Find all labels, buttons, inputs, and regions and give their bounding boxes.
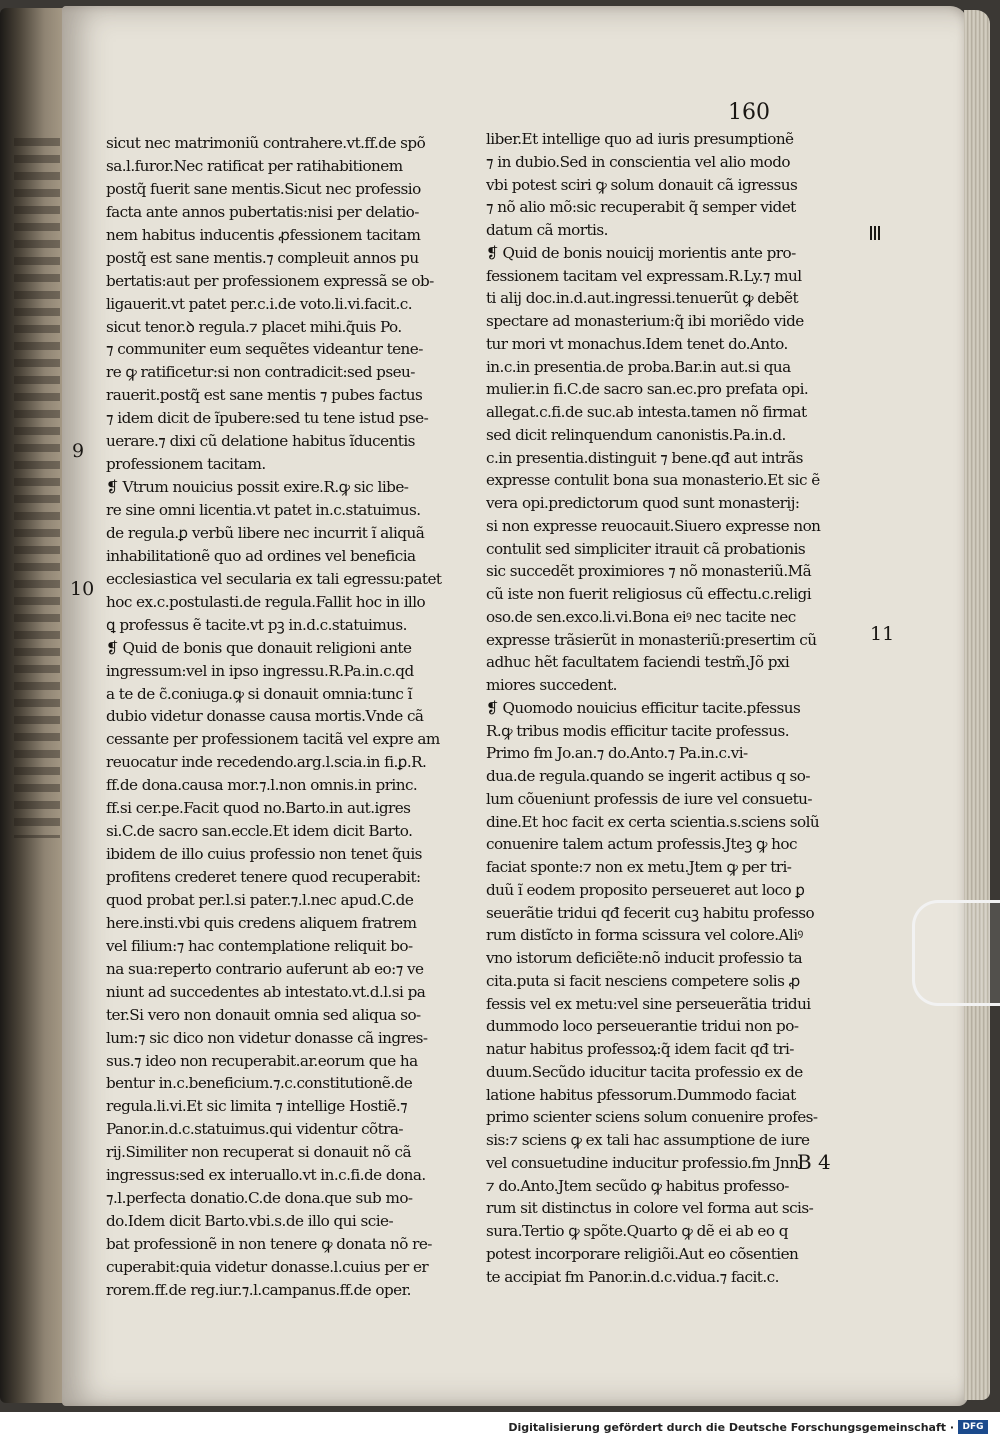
left-text-column xyxy=(106,132,486,1302)
left-column-line: na sua:reperto contrario auferunt ab eo:⁊ ve xyxy=(106,959,424,978)
right-column-line: oso.de sen.exco.li.vi.Bona eiꝰ nec tacite nec xyxy=(486,607,796,626)
right-column-line: miores succedent. xyxy=(486,676,617,694)
left-column-line: do.Idem dicit Barto.vbi.s.de illo qui scie- xyxy=(106,1212,394,1231)
left-column-line: de regula.ꝑ verbũ libere nec incurrit ĩ aliquã xyxy=(106,523,425,542)
left-column-line: rij.Similiter non recuperat si donauit nõ cã xyxy=(106,1143,411,1162)
margin-number-9: 9 xyxy=(72,440,85,462)
right-text-column xyxy=(486,128,864,1288)
folio-number: 160 xyxy=(728,100,770,125)
left-column-line: ingressus:sed ex interuallo.vt in.c.fi.de dona. xyxy=(106,1166,426,1185)
right-column-line: contulit sed simpliciter itrauit cã probationis xyxy=(486,539,806,558)
left-column-line: a te de c̃.coniuga.ꝙ si donauit omnia:tunc ĩ xyxy=(106,684,412,703)
right-column-line: te accipiat fm Panor.in.d.c.vidua.⁊ facit.c. xyxy=(486,1267,779,1286)
left-column-line: facta ante annos pubertatis:nisi per delatio- xyxy=(106,202,419,221)
left-column-line: bat professionẽ in non tenere ꝙ donata nõ re- xyxy=(106,1235,432,1253)
right-column-line: vno istorum deficiẽte:nõ inducit professio ta xyxy=(486,949,802,967)
right-column-line: vel consuetudine inducitur professio.fm Jnn. xyxy=(486,1153,803,1172)
right-column-line: latione habitus pfessorum.Dummodo faciat xyxy=(486,1085,796,1104)
margin-number-11: 11 xyxy=(870,623,895,645)
left-column-line: ibidem de illo cuius professio non tenet q̃uis xyxy=(106,845,422,864)
left-column-line: ligauerit.vt patet per.c.i.de voto.li.vi.facit.c. xyxy=(106,294,412,313)
right-column-line: expresse contulit bona sua monasterio.Et sic ẽ xyxy=(486,471,820,490)
right-column-line: sed dicit relinquendum canonistis.Pa.in.d. xyxy=(486,425,786,444)
left-column-line: postq̃ fuerit sane mentis.Sicut nec professio xyxy=(106,179,421,198)
right-column-line: cita.puta si facit nesciens competere solis ꝓ xyxy=(486,971,800,990)
left-column-line: ff.si cer.pe.Facit quod no.Barto.in aut.igres xyxy=(106,799,411,818)
right-column-line: sura.Tertio ꝙ spõte.Quarto ꝙ dẽ ei ab eo q xyxy=(486,1222,788,1240)
left-column-line: nem habitus inducentis ꝓfessionem tacitam xyxy=(106,225,421,244)
left-column-line: hoc ex.c.postulasti.de regula.Fallit hoc in illo xyxy=(106,592,426,611)
right-column-line: seuerãtie tridui qđ fecerit cuꝫ habitu professo xyxy=(486,903,815,922)
left-column-line: re sine omni licentia.vt patet in.c.statuimus. xyxy=(106,501,421,519)
right-column-line: ⁊ do.Anto.Jtem secũdo ꝙ habitus professo- xyxy=(486,1176,789,1195)
left-column-line: rauerit.postq̃ est sane mentis ⁊ pubes factus xyxy=(106,386,423,405)
right-column-line: in.c.in presentia.de proba.Bar.in aut.si qua xyxy=(486,357,791,376)
right-column-line: sic succedẽt proximiores ⁊ nõ monasteriũ.Mã xyxy=(486,562,812,581)
right-column-line: liber.Et intellige quo ad iuris presumptionẽ xyxy=(486,130,794,148)
left-column-line: Panor.in.d.c.statuimus.qui videntur cõtra- xyxy=(106,1120,403,1139)
right-column-line: allegat.c.fi.de suc.ab intesta.tamen nõ firmat xyxy=(486,403,807,421)
right-column-line: vbi potest sciri ꝙ solum donauit cã igressus xyxy=(486,175,798,194)
right-column-line: c.in presentia.distinguit ⁊ bene.qđ aut intrãs xyxy=(486,448,803,467)
left-column-line: regula.li.vi.Et sic limita ⁊ intellige Hostiẽ.⁊ xyxy=(106,1097,408,1116)
right-column-line: dummodo loco perseuerantie tridui non po- xyxy=(486,1017,799,1036)
right-column-line: cũ iste non fuerit religiosus cũ effectu.c.religi xyxy=(486,585,812,603)
left-column-line: ingressum:vel in ipso ingressu.R.Pa.in.c.qd xyxy=(106,661,414,680)
left-column-line: quod probat per.l.si pater.⁊.l.nec apud.C.de xyxy=(106,890,414,909)
left-column-line: here.insti.vbi quis credens aliquem fratrem xyxy=(106,913,417,932)
left-column-line: ff.de dona.causa mor.⁊.l.non omnis.in princ. xyxy=(106,776,418,795)
right-column-line: faciat sponte:⁊ non ex metu.Jtem ꝙ per tri- xyxy=(486,858,792,876)
left-column-line: rorem.ff.de reg.iur.⁊.l.campanus.ff.de oper. xyxy=(106,1280,411,1299)
left-column-line: sicut tenor.ꝺ regula.⁊ placet mihi.q̃uis Po. xyxy=(106,317,402,336)
left-column-line: ⁊ idem dicit de ĩpubere:sed tu tene istud pse- xyxy=(106,409,429,428)
right-column-line: duũ ĩ eodem proposito perseueret aut loco ꝑ xyxy=(486,880,805,899)
left-column-line: cessante per professionem tacitã vel expre am xyxy=(106,730,440,749)
right-column-line: ⁊ in dubio.Sed in conscientia vel alio modo xyxy=(486,152,790,171)
right-column-line: primo scienter sciens solum conuenire profes- xyxy=(486,1108,818,1127)
right-column-line: potest incorporare religiõi.Aut eo cõsentien xyxy=(486,1244,799,1263)
left-column-line: lum:⁊ sic dico non videtur donasse cã ingres- xyxy=(106,1028,428,1047)
right-column-line: Primo fm Jo.an.⁊ do.Anto.⁊ Pa.in.c.vi- xyxy=(486,744,748,763)
right-column-line: mulier.in fi.C.de sacro san.ec.pro prefata opi. xyxy=(486,380,809,399)
left-column-line: sicut nec matrimoniũ contrahere.vt.ff.de spõ xyxy=(106,134,426,152)
page-clip xyxy=(912,900,1000,1006)
right-column-line: conuenire talem actum professis.Jteꝫ ꝙ hoc xyxy=(486,835,797,854)
margin-number-10: 10 xyxy=(70,578,95,600)
right-column-line: sis:⁊ sciens ꝙ ex tali hac assumptione de iure xyxy=(486,1131,810,1149)
left-column-line: re ꝙ ratificetur:si non contradicit:sed pseu- xyxy=(106,363,415,382)
left-column-line: vel filium:⁊ hac contemplatione reliquit bo- xyxy=(106,936,413,955)
facing-page-left xyxy=(0,8,64,1403)
left-column-line: sus.⁊ ideo non recuperabit.ar.eorum que ha xyxy=(106,1051,418,1070)
right-column-line: vera opi.predictorum quod sunt monasterij: xyxy=(486,494,800,512)
right-column-line: dua.de regula.quando se ingerit actibus q so- xyxy=(486,767,810,785)
left-column-line: cuperabit:quia videtur donasse.l.cuius per er xyxy=(106,1257,429,1276)
left-column-line: ꝗ professus ẽ tacite.vt pꝫ in.d.c.statuimus. xyxy=(106,615,407,634)
dfg-credit-text: Digitalisierung gefördert durch die Deutsche Forschungsgemeinschaft · xyxy=(508,1421,954,1434)
right-column-line: ❡ Quomodo nouicius efficitur tacite.pfessus xyxy=(486,698,801,717)
dfg-logo: DFG xyxy=(958,1420,988,1434)
left-column-line: ecclesiastica vel secularia ex tali egressu:patet xyxy=(106,569,442,588)
right-column-line: rum sit distinctus in colore vel forma aut scis- xyxy=(486,1199,814,1218)
left-column-line: ⁊ communiter eum sequẽtes videantur tene- xyxy=(106,340,423,359)
page-edges xyxy=(964,10,990,1400)
right-column-line: natur habitus professoꝝ:q̃ idem facit qđ tri- xyxy=(486,1040,794,1058)
left-column-line: postq̃ est sane mentis.⁊ compleuit annos pu xyxy=(106,248,419,267)
left-column-line: ❡ Quid de bonis que donauit religioni ante xyxy=(106,638,412,657)
right-column-line: tur mori vt monachus.Idem tenet do.Anto. xyxy=(486,334,788,353)
left-column-line: si.C.de sacro san.eccle.Et idem dicit Barto. xyxy=(106,822,413,841)
right-column-line: expresse trãsierũt in monasteriũ:presertim cũ xyxy=(486,630,817,649)
left-column-line: professionem tacitam. xyxy=(106,455,266,474)
right-column-line: si non expresse reuocauit.Siuero expresse non xyxy=(486,516,821,535)
left-column-line: niunt ad succedentes ab intestato.vt.d.l.si pa xyxy=(106,982,426,1001)
left-column-line: ter.Si vero non donauit omnia sed aliqua so- xyxy=(106,1005,421,1024)
right-column-line: ⁊ nõ alio mõ:sic recuperabit q̃ semper videt xyxy=(486,198,796,217)
right-column-line: lum cõueniunt professis de iure vel consuetu- xyxy=(486,789,812,808)
right-column-line: spectare ad monasterium:q̃ ibi moriẽdo vide xyxy=(486,312,804,330)
left-column-line: uerare.⁊ dixi cũ delatione habitus ĩducentis xyxy=(106,432,415,451)
left-column-line: reuocatur inde recedendo.arg.l.scia.in fi.ꝑ.R. xyxy=(106,753,427,772)
signature-mark: B 4 xyxy=(797,1150,831,1174)
margin-mark xyxy=(870,226,882,240)
right-column-line: fessis vel ex metu:vel sine perseuerãtia tridui xyxy=(486,994,811,1013)
left-column-line: ⁊.l.perfecta donatio.C.de dona.que sub mo- xyxy=(106,1189,413,1208)
left-column-line: profitens crederet tenere quod recuperabit: xyxy=(106,868,421,886)
left-column-line: bentur in.c.beneficium.⁊.c.constitutionẽ.de xyxy=(106,1074,413,1093)
left-column-line: sa.l.furor.Nec ratificat per ratihabitionem xyxy=(106,156,403,175)
right-column-line: ❡ Quid de bonis nouicij morientis ante pro- xyxy=(486,243,796,262)
right-column-line: datum cã mortis. xyxy=(486,221,608,239)
right-column-line: rum distĩcto in forma scissura vel colore.Aliꝰ xyxy=(486,926,803,945)
right-column-line: R.ꝙ tribus modis efficitur tacite professus. xyxy=(486,721,789,740)
left-column-line: bertatis:aut per professionem expressã se ob- xyxy=(106,271,434,290)
right-column-line: duum.Secũdo iducitur tacita professio ex de xyxy=(486,1062,803,1081)
facing-page-text-lines xyxy=(14,138,60,838)
right-column-line: adhuc hẽt facultatem faciendi testm̃.Jõ pxi xyxy=(486,653,790,672)
left-column-line: ❡ Vtrum nouicius possit exire.R.ꝙ sic libe- xyxy=(106,478,409,497)
right-column-line: fessionem tacitam vel expressam.R.Ly.⁊ mul xyxy=(486,266,802,285)
right-column-line: dine.Et hoc facit ex certa scientia.s.sciens solũ xyxy=(486,812,820,831)
right-column-line: ti alij doc.in.d.aut.ingressi.tenuerũt ꝙ debẽt xyxy=(486,289,799,308)
left-column-line: inhabilitationẽ quo ad ordines vel beneficia xyxy=(106,546,416,565)
left-column-line: dubio videtur donasse causa mortis.Vnde cã xyxy=(106,707,424,726)
